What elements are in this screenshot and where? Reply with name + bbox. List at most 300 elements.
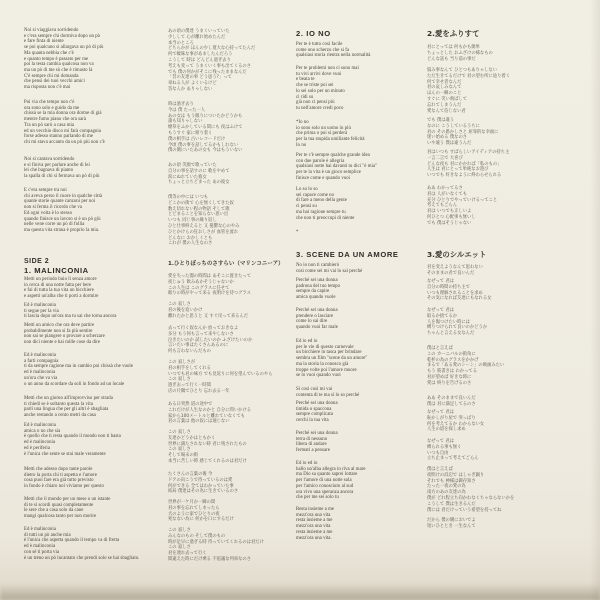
lyric-line: 君の後を追いかけ	[168, 307, 203, 313]
lyric-line: 僕が どれ程立ち向かわなくちゃならないかを	[427, 495, 515, 501]
lyric-line: 自分の時間の持ち主で	[427, 284, 470, 290]
lyric-line: sempre complicata	[296, 412, 333, 418]
lyric-line: forse adesso stanno parlando di me	[24, 134, 93, 140]
lyric-line: ti lascia dopo un'ora ma tu sai che torna ancora	[24, 314, 117, 320]
lyric-line: ちゃんと言える女なんだ	[427, 331, 475, 337]
lyric-line: Ed io ed io	[296, 339, 318, 344]
lyric-line: どんな話も 当り前の事だ	[427, 56, 476, 62]
lyric-line: amica o no che sia	[24, 428, 61, 434]
lyric-line: se poi qualcuno si allargava un pò di più	[24, 45, 104, 51]
lyric-line: ed è periferia	[24, 445, 50, 451]
lyric-line: 離れたかと思うと 又 すぐ戻って来るんだ	[168, 313, 249, 319]
lyric-line: chi aveva perso il cuore in qualche città	[24, 193, 103, 199]
lyric-line: poi la testa cambia qualcosa non va	[24, 62, 94, 68]
lyric-line: 僕等の中には いつも	[168, 195, 209, 200]
lyric-line: その気になれば友達にもなれる女	[427, 296, 492, 302]
lyric-line: *	[296, 230, 299, 235]
lyric-line: per te la vita è un gioco semplice	[296, 170, 361, 176]
lyric-line: ある日突然 道の途中で	[168, 402, 213, 407]
lyric-line: in cerca di una notte fatta per bere	[24, 282, 92, 288]
lyric-line: 何を考えてるか わからない女	[427, 421, 485, 427]
lyric-line: 友達かどうかはともかく	[168, 435, 216, 441]
column-japanese-right	[427, 0, 585, 600]
lyric-stanza	[168, 274, 296, 297]
lyric-line: 君の その愚かしさと 屈辱的な幸福に	[427, 129, 499, 135]
lyric-line: ちょっと立ちどまった あの彼女	[168, 180, 230, 186]
lyric-line: いつも理解されることを求め	[427, 290, 483, 296]
lyric-line: Metti che adesso dopo tante parole	[24, 467, 93, 472]
lyric-line: この 寂しさ	[168, 447, 191, 453]
lyric-line: sempre da capire	[296, 289, 330, 295]
lyric-line: 君にとっては 何もかも簡単	[427, 45, 480, 50]
lyric-line: lo sei solo per un minuto	[296, 88, 345, 94]
lyric-line: 考えも変って うまくいく事も出てくるのさ	[168, 63, 252, 69]
lyric-line: Perché sei una donna	[296, 401, 338, 406]
lyric-line: それでも 神様は御存知さ	[427, 478, 476, 484]
lyric-line: ひとかけらの狂おしさが 血管を流れ	[168, 229, 239, 235]
lyric-line: Io no	[296, 142, 307, 148]
lyric-line: lei che bagnava di pianto	[24, 168, 74, 174]
lyric-line: 取るか捨てるか	[427, 313, 458, 319]
lyric-line: 僕は 君に満足してるのさ	[427, 401, 476, 407]
lyric-line: Ed è malinconia	[24, 303, 56, 308]
lyric-line: 時が足早に過ぎる時 待っていてくれるのは君だけ	[168, 539, 264, 545]
lyric-line: a farti compagnia	[24, 358, 59, 364]
lyric-stanza	[427, 396, 585, 408]
lyric-line: いや違う 僕は違うんだ	[427, 141, 472, 147]
lyric-line: Poi via che tempo non c'è	[24, 100, 75, 105]
lyric-line: いつも 同じ事の繰り返し	[168, 218, 217, 224]
lyric-line: たった一夜の愛の為	[427, 484, 466, 490]
lyric-line: mangi qualcosa tanto per non morire	[24, 514, 97, 520]
lyric-line: Noi si cantava sorridendo	[24, 157, 75, 162]
lyric-stanza	[427, 118, 585, 147]
lyric-line: この 寂しさが	[168, 360, 196, 365]
lyric-line: probabilmente non si fa più sentire	[24, 328, 93, 334]
lyric-line: この 寂しさ	[168, 545, 191, 551]
lyric-line: Metti un amico che ora deve partire	[24, 323, 95, 328]
lyric-line: 人生は 君にとって単純なお遊び	[427, 167, 489, 173]
section-heading: 3.愛のシルエット	[427, 250, 487, 259]
lyric-line: padrona del tuo tempo	[296, 283, 341, 289]
lyric-line: chissà se la mia donna ora dorme di già	[24, 111, 102, 117]
lyric-line: io sono solo un uomo in più	[296, 125, 351, 131]
lyric-line: Metti che un giorno all'improvviso per strada	[24, 396, 113, 401]
lyric-line: 何で曖昧な事があましたんだろう	[168, 52, 233, 58]
lyric-line: tu vivi arrivi dove vuoi	[296, 71, 342, 77]
lyric-line: 僕には 君だけっていう希望を持ってね	[427, 507, 502, 513]
lyric-line: Ed è malinconia	[24, 353, 56, 358]
lyric-line: non sai se piangere o provare a scherzare	[24, 334, 105, 340]
lyric-line: ti segue per la via	[24, 308, 59, 314]
lyric-line: 泣きたいのか 試したいのか ふざけたいのか	[168, 337, 253, 343]
lyric-line: 君を変えようなんて思わない	[427, 265, 483, 270]
lyric-line: ma questa vita strana è proprio la mia.	[24, 227, 100, 233]
section-heading: 2. IO NO	[296, 29, 331, 38]
lyric-line: mezz'ora una vita.	[296, 535, 332, 541]
lyric-stanza	[427, 518, 585, 530]
lyric-line: come uno scherzo che si fa	[296, 47, 350, 53]
lyric-line: 悩み事なんて ひとつもありゃしない	[427, 68, 498, 73]
lyric-line: è un treno un pò incantato che prendi solo se hai sbagliato.	[24, 555, 140, 561]
lyric-line: この人生は このグラスに任せて	[168, 285, 230, 291]
lyric-line: per la tua stupida umiliante felicità	[296, 137, 365, 143]
lyric-stanza	[427, 439, 585, 462]
lyric-line: 過ぎ去って行く一時間	[168, 383, 211, 389]
lyric-line: Sì così così mi vai	[296, 387, 333, 392]
lyric-line: 愛は 終りを告げるのさ	[427, 380, 472, 386]
lyric-line: Noi si viaggiava sorridendo	[24, 28, 79, 33]
lyric-line: 尋ねる人が よくいるけど	[168, 81, 217, 87]
lyric-line: quando finisce un lavoro si è un pò giù	[24, 216, 101, 222]
lyric-line: di fare a meno della gente	[296, 198, 347, 204]
lyric-line: この 寂しさ	[168, 302, 191, 307]
page-bottom-edge-shadow	[0, 584, 600, 600]
lyric-line: quante storie quante canzoni per noi	[24, 199, 96, 205]
lyric-line: e quanto tempo è passato per me	[24, 56, 89, 62]
lyric-stanza	[168, 326, 296, 355]
lyric-line: contenta di te ma sì lo so perché	[296, 392, 360, 398]
lyric-line: ti chiedi se è soltanto questa la vita	[24, 401, 93, 407]
lyric-line: 何ひとつ 心配事も無いし	[427, 214, 476, 220]
lyric-line: 僕はと言えば	[427, 346, 453, 351]
lyric-line: per l'amico conosciuto al sud	[296, 483, 354, 489]
lyric-line: どちらかが ほんの少し寛大な心持ってたんだ	[168, 46, 256, 52]
lyric-line: 忘れてしまうんだ	[427, 102, 462, 108]
lyric-line: 少しして 心が離れ始めたんだ	[168, 34, 226, 40]
lyric-line: 涙にぬれていた彼女	[168, 174, 207, 180]
lyric-stanza	[427, 346, 585, 387]
lyric-line: 君は 人がいなくても	[427, 191, 468, 197]
lyric-line: 愛なんて信じない君	[427, 108, 466, 114]
lyric-line: ああ わかってるさ	[427, 186, 463, 191]
lyric-line: non si ferma il ricordo che va	[24, 205, 82, 211]
lyric-line: nelle vene corre un pò di follia	[24, 222, 85, 228]
lyric-line: 南方のあの友達の為	[427, 490, 466, 496]
lyric-line: Metti un periodo buio lì senza amore	[24, 277, 97, 282]
lyric-line: ma hai ragione sempre tu	[296, 209, 346, 215]
lyric-line: いつも自由	[427, 450, 449, 456]
lyric-line: ma un pò di me sò che è rimasto là	[24, 67, 93, 73]
lyric-line: 立ち止まって考えてごらん	[427, 456, 479, 462]
lyric-line: sei capace come no	[296, 192, 335, 198]
lyric-stanza	[427, 410, 585, 433]
lyric-line: あの頃 笑顔で歌っていた	[168, 163, 217, 168]
lyric-line: この カーニバルの街角に	[427, 351, 476, 357]
lyric-stanza	[168, 500, 296, 523]
lyric-line: per l'amore di una notte sola	[296, 478, 352, 484]
lyric-stanza	[427, 308, 585, 337]
lyric-line: o un anno da scordare da soli in fondo ad un locale	[24, 381, 125, 387]
lyric-line: みんなのもの そして僕のもの	[168, 533, 226, 539]
lyric-line: Ed è malinconia	[24, 527, 56, 532]
lyric-line: un'ora che va via	[24, 375, 58, 381]
lyric-stanza	[168, 528, 296, 563]
lyric-line: 世界が一ケ月か一瞬の間	[168, 500, 216, 505]
lyric-line: mezz'ora una vita	[296, 524, 331, 530]
lyric-line: e fare finta di niente	[24, 39, 64, 45]
lyric-line: ora vivo una speranza ancora	[296, 489, 354, 495]
lyric-line: でも 僕はそうじゃない	[427, 220, 472, 226]
lyric-line: e c'era sempre chi dormiva dopo un pò	[24, 33, 101, 39]
lyric-line: ドアの向こうで待っているのは愛	[168, 477, 233, 483]
lyric-line: 今は 僕 たった一人	[168, 107, 206, 113]
lyric-line: 何も言わないんだもの	[168, 349, 211, 355]
lyric-line: でも 僕の何かがそこに残ったままなんだ	[168, 69, 247, 75]
lyric-line: per le vie di questo carnevale	[296, 344, 354, 350]
lyric-line: e aspetti un'alba che ti porti a dormire	[24, 294, 99, 300]
lyric-line: ああ そのままで良いんだ	[427, 396, 476, 401]
lyric-line: これが 僕の人生なのさ	[168, 241, 213, 247]
lyric-line: 時は過ぎ去り	[168, 102, 194, 107]
lyric-line: 考えてもごらん	[427, 203, 458, 209]
lyric-stanza	[427, 279, 585, 302]
lyric-line: 自分の事を話すのに 歌をやめて	[168, 168, 230, 174]
lyric-line: Perché sei una donna	[296, 431, 338, 436]
lyric-line: Metti che il mondo per un mese o un istante	[24, 497, 111, 502]
lyric-line: 店の片隅でひとり 忘れ去る一年	[168, 388, 230, 394]
lyric-line: ma la storia la conosco già	[296, 361, 349, 367]
lyric-line: con due parole è allegria	[296, 158, 345, 164]
section-heading: 2.愛をふりすて	[427, 29, 480, 38]
lyric-line: この 寂しさ	[168, 430, 191, 435]
lyric-stanza	[427, 186, 585, 227]
lyric-line: Per te c'è sempre qualche grande idea	[296, 153, 370, 158]
lyric-line: 夜明けの浜辺で はしゃぎ踊り	[427, 472, 485, 478]
lyric-line: chi mi stava accanto da un pò più non c'è	[24, 139, 105, 145]
lyric-line: 君が望めば 好きな時に	[427, 374, 472, 380]
lyric-line: いつでも君の味方 でも見返りに何を望んでいるのやら	[168, 371, 273, 377]
lyric-line: così come sei mi vai lo sai perché	[296, 268, 363, 274]
lyric-line: dietro la porta chi ti aspetta e l'amore	[24, 472, 98, 478]
lyric-line: di tutti un pò anche mia	[24, 532, 71, 538]
lyric-line: あの女は もう眠りについたかどうかも	[168, 113, 243, 119]
lyric-line: ed un vecchio disco mi farà compagnia	[24, 128, 101, 134]
lyric-line: ed è malinconia	[24, 544, 56, 550]
section-heading: 1.ひとりぼっちのさすらい（マリンコニーア）	[168, 261, 284, 267]
lyric-line: 家から100メートルと離れていなくても	[168, 413, 245, 419]
lyric-line: che prima o poi si perderà	[296, 131, 348, 137]
lyric-stanza	[168, 29, 296, 93]
lyric-line: 縛られる事も無く	[427, 444, 462, 450]
lyric-line: che pensi dei tuoi vecchi amici	[24, 79, 85, 85]
lyric-line: resta insieme a me	[296, 529, 333, 535]
lyric-line: 愛を失った闇の時間は あそこに置きたって	[168, 274, 252, 279]
lyric-line: Ed io ed io	[296, 461, 318, 466]
lyric-line: ed è malinconia	[24, 370, 56, 376]
lyric-line: 短いひととき 一生なんて	[427, 523, 476, 529]
lyric-line: 何ができる 全てはわかっていた事	[168, 483, 234, 489]
lyric-line: *Io no	[296, 120, 309, 125]
lyric-line: ただ生きてるだけで 君の望む所に辿り着く	[427, 73, 511, 79]
lyric-line: qualsiasi storia rientra nella normalità	[296, 53, 371, 59]
lyric-stanza	[427, 467, 585, 513]
lyric-line: 乾杯の為のグラスをかかげ	[427, 357, 479, 363]
lyric-line: 間違えた時にだけ乗る 不思議な列車なのさ	[168, 556, 252, 562]
lyric-line: 縛りつけられて良いのかどうか	[427, 325, 488, 331]
lyric-line: どこかの街で 心を無くしてきた奴	[168, 200, 234, 206]
lyric-line: Ed ogni volta è lo stesso	[24, 210, 73, 216]
column-japanese-left	[168, 0, 296, 600]
lyric-line: 君の事を忘れてしまったら	[168, 505, 220, 511]
section-heading: 1. MALINCONIA	[24, 266, 89, 275]
lyric-stanza	[168, 163, 296, 186]
lyric-line: è l'unica che aspetta quando il tempo va di fretta	[24, 538, 120, 544]
lyric-line: 恥かしがり屋で 突っぱり	[427, 415, 476, 421]
lyric-line: でも 僕は違う	[427, 118, 455, 123]
lyric-line: そして場末の街	[168, 453, 199, 459]
lyric-line: 世界に満たされない時 君に残されたもの	[168, 441, 247, 447]
lyric-line: è l'unica che sente se stai male veramente	[24, 451, 106, 457]
lyric-line: Tra un pò sarò a casa mia	[24, 122, 75, 128]
lyric-stanza	[168, 195, 296, 247]
lyric-stanza	[427, 265, 585, 277]
lyric-line: non dici niente e hai mille cose da dire	[24, 340, 101, 346]
lyric-line: Ma quanta nebbia che c'è	[24, 50, 74, 56]
lyric-line: 眠りの時がやって来る 夜明けを待つグラス	[168, 291, 251, 297]
lyric-line: ひと仕事終えると 又 憂鬱な心のやみ	[168, 223, 240, 229]
lyric-line: fermati a pensare	[296, 448, 330, 454]
lyric-line: 充分 ひとりでやっていけるってこと	[427, 197, 498, 203]
lyric-line: resta insieme a me	[296, 518, 333, 524]
lyric-line: ora sono solo e guido da me	[24, 105, 80, 111]
lyric-line: Resta insieme a me	[296, 507, 335, 512]
lyric-line: ed è malinconia	[24, 440, 56, 446]
lyric-line: e beata te	[296, 77, 315, 83]
lyric-line: 君を連れ去って行く	[168, 551, 207, 557]
lyric-line: 君はいつも すばらしいアイディアの持ち主	[427, 150, 510, 155]
lyric-line: No io non ti cambierò	[296, 263, 340, 268]
lyric-stanza	[427, 150, 585, 179]
lyric-line: E c'era sempre tra noi	[24, 188, 67, 193]
lyric-line: 迷い始める 僕なのさ	[427, 135, 468, 141]
lyric-line: parli una lingua che per gli altri è sbagliata	[24, 407, 109, 413]
lyric-line: なぜって 君は	[427, 279, 455, 284]
lyric-line: se lo vuoi quando vuoi	[296, 373, 341, 379]
lyric-line: たくさんの言葉の後 今	[168, 472, 213, 477]
lyric-line: この 寂しさ	[168, 528, 191, 533]
lyric-line: 数え切れない程の物語 そして歌	[168, 206, 230, 212]
lyric-line: もう 筋書きは わかってる	[427, 369, 477, 375]
lyric-line: con sè ti porta via	[24, 549, 60, 555]
lyric-line: che per me sei solo tu	[296, 495, 339, 501]
lyric-line: mezz'ora una vita	[296, 512, 331, 518]
lyric-line: cosa puoi fare era già tutto previsto	[24, 478, 94, 484]
lyric-line: どんな夜も 君にかかれば「私のもの」	[427, 161, 502, 167]
lyric-line: Per te è tutto così facile	[296, 42, 343, 47]
lyric-line: 言いたい事はたくさんあるのに	[168, 343, 229, 349]
lyric-line: どんなに おかしくとも	[168, 235, 213, 241]
lyric-line: qualsiasi notte hai davanti tu dici "è mia"	[296, 164, 378, 170]
lyric-line: 人を傷つけたい時には	[427, 319, 470, 325]
lyric-line: ci pensi su	[296, 204, 317, 210]
lyric-stanza	[168, 430, 296, 465]
lyric-line: finisce come e quando vuoi	[296, 175, 351, 181]
lyric-line: le sere che a casa solo da cane	[24, 508, 84, 514]
lyric-line: tu nell'amore credi poco	[296, 105, 344, 111]
section-heading: 3. SCENE DA UN AMORE	[296, 250, 399, 259]
lyric-line: 誰も知りゃしない	[168, 119, 203, 125]
lyric-line: ma risposta non c'è mai	[24, 85, 71, 91]
lyric-line: 夜じゅう 飲みあかそうじゃないか	[168, 279, 234, 285]
lyric-line: これだけが人生なのかと 自分に問いかける	[168, 407, 252, 413]
lyric-line: Lo so lo so	[296, 187, 318, 192]
lyric-line: che non ti preoccupi di niente	[296, 215, 355, 221]
lyric-line: C'è sempre chi mi domanda	[24, 73, 79, 79]
lyric-line: Perché sei una donna	[296, 308, 338, 313]
lyric-line: un bicchiere in tasca per brindare	[296, 350, 362, 356]
lyric-line: 煙草をふかしている間にも 夜はふけて	[168, 125, 243, 131]
lyric-line: ちょっとした おふざけの様なもの	[427, 50, 493, 56]
lyric-line: quando vuoi far male	[296, 325, 338, 331]
lyric-line: Per te problemi non ci sono mai	[296, 66, 359, 71]
lyric-line: 答なんか ありゃしない	[168, 86, 213, 92]
lyric-line: 多分 もう何も言って来やしないさ	[168, 331, 234, 337]
lyric-line: 僕の側にいたあの女も 今はもういない	[168, 148, 243, 154]
lyric-line: 君は いつでも正しいよ	[427, 209, 472, 215]
lyric-line: 本当のところ	[168, 40, 194, 46]
lyric-line: 犬のように家でひとりの夜	[168, 511, 220, 517]
lyric-line: amica quando vuole	[296, 295, 336, 301]
lyric-stanza	[168, 360, 296, 395]
lyric-line: 何て幸せ者なんだ	[427, 79, 462, 85]
lyric-stanza	[168, 402, 296, 425]
lyric-line: mentre fumo piano che ora sarà	[24, 117, 87, 123]
lyric-line: ci ridi su	[296, 94, 314, 100]
lyric-line: 去って行く奴なんか 放っておきなよ	[168, 326, 239, 331]
lyric-line: di te si scordi quasi completamente	[24, 502, 94, 508]
lyric-line: prendere o lasciare	[296, 313, 334, 319]
lyric-line: ほんの一瞬のこと	[427, 91, 462, 97]
lyric-line: 死なない為に 何かを口にするだけ	[168, 517, 234, 523]
lyric-line: こうして 僕は生きるんだ	[427, 501, 476, 507]
section-heading: SIDE 2	[24, 258, 50, 265]
lyric-line: 君の相手をしてくれる	[168, 365, 211, 371]
lyric-line: e si finiva per parlare anche di lei	[24, 162, 90, 168]
lyric-line: なぜって 君は	[427, 410, 455, 415]
lyric-line: 僕の相手は 古いレコードだけ	[168, 136, 226, 142]
lyric-line: ballo un'alba allegra in riva al mare	[296, 466, 366, 472]
lyric-line: è quello che ti resta quando il mondo non ti basta	[24, 434, 121, 440]
lyric-line: いつでも 好きなように終わらせられる	[427, 173, 502, 179]
lyric-line: ti da sempre ragione ma in cambio poi chissà che vuole	[24, 364, 133, 370]
lyric-line: cerchi la tua vita	[296, 418, 329, 424]
lyric-line: なぜって 君は	[427, 439, 455, 444]
lyric-line: まるで「ある愛のシーン」の映画みたい	[427, 363, 505, 369]
lyric-line: timida o spaccona	[296, 406, 332, 412]
lyric-line: とどまることを知らない思い出	[168, 212, 229, 218]
lyric-line: 君の言葉は 他の奴には通じない	[168, 419, 230, 425]
lyric-line: なぜって 君は	[427, 308, 455, 313]
lyric-line: なのに こうしているうちに	[427, 123, 480, 129]
lyric-line: この 寂しさ	[168, 377, 191, 383]
lyric-line: 「昔の友達の事 どう思う?」って	[168, 75, 232, 81]
lyric-line: Perché sei una donna	[296, 278, 338, 283]
lyric-line: che se triste poi sei	[296, 83, 334, 89]
lyric-line: こうして 時は どんどん過ぎ去り	[168, 57, 231, 63]
lyric-line: ma Dio sa quanto saprei lottare	[296, 472, 358, 478]
lyric-line: libera di andare	[296, 442, 327, 448]
page-right-edge-shading	[590, 0, 600, 600]
lyric-line: Ed è malinconia	[24, 423, 56, 428]
lyric-line: 一言二言で 大喜び	[427, 155, 463, 161]
lyric-line: e fai di tutta la tua vita un bicchiere	[24, 288, 94, 294]
lyric-line: 僕はと言えば	[427, 467, 453, 472]
lyric-line: そのままの君で良いんだ	[427, 270, 475, 276]
lyric-line: come lo sai dire	[296, 319, 328, 325]
lyric-line: だから 僕の側においでよ	[427, 518, 476, 523]
lyric-line: 本当に苦しい時 感じてくれるのは君だけ	[168, 458, 247, 464]
